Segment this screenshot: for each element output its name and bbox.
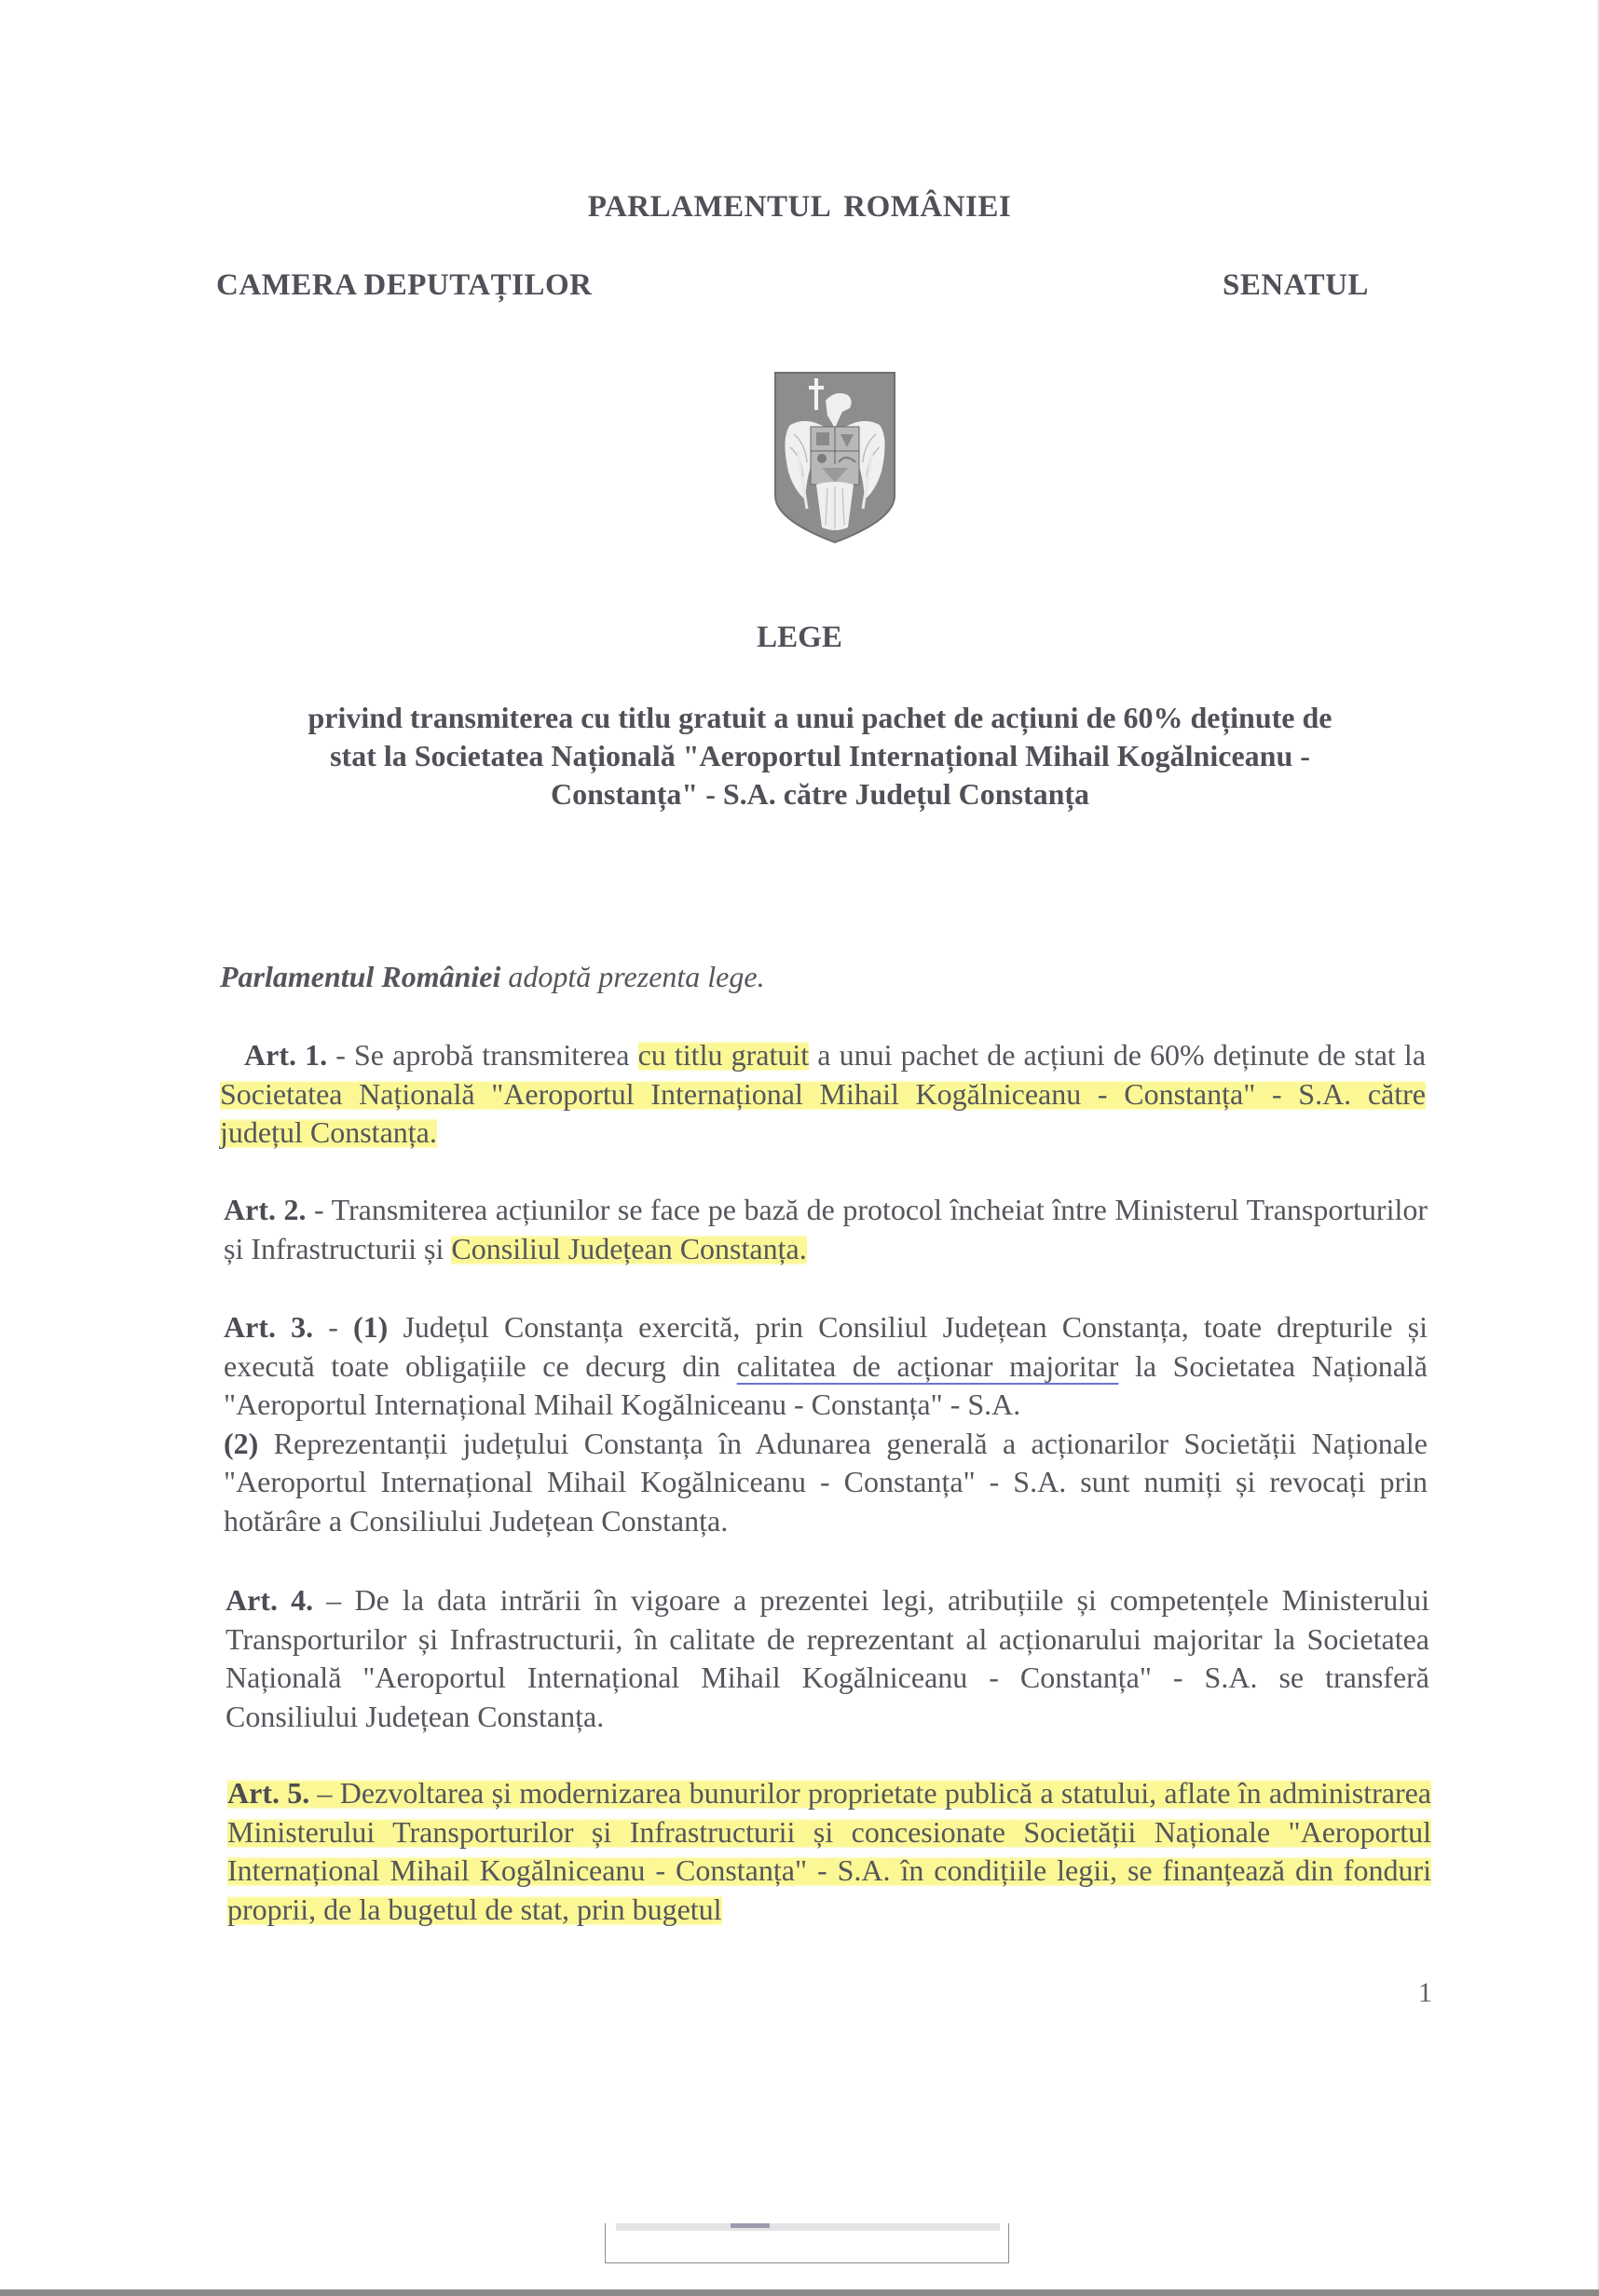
article-text: – De la data intrării în vigoare a prezentei legi, atribuțiile și competențele Ministerului Transporturilor și Infrastructurii, în calitate de reprezentant al acționarului majoritar la Societatea Națională "Aeroportul Internațional Mihail Kogălniceanu - Constanța" - S.A. se transferă Consiliului Județean Constanța. <box>226 1583 1430 1733</box>
footer-band <box>616 2223 1000 2231</box>
law-title-line: privind transmiterea cu titlu gratuit a unui pachet de acțiuni de 60% deținute de <box>308 701 1332 734</box>
article-text: - Transmiterea acțiunilor se face pe bază de protocol încheiat între Ministerul Transporturilor și Infrastructurii și <box>224 1193 1428 1265</box>
preamble <box>220 960 765 994</box>
law-title-line: Constanța" - S.A. către Județul Constanța <box>550 777 1090 811</box>
article-4 <box>226 1581 1429 1736</box>
footer-mark <box>731 2223 770 2228</box>
paragraph-number: (2) <box>224 1426 259 1460</box>
article-text: a unui pachet de acțiuni de 60% deținute de stat la <box>809 1038 1427 1072</box>
article-text: Reprezentanții județului Constanța în Adunarea generală a acționarilor Societății Naționale "Aeroportul Internațional Mihail Kogălniceanu - Constanța" - S.A. sunt numiți și revocați prin hotărâre a Consiliului Județean Constanța. <box>224 1426 1428 1538</box>
pen-underlined-text: calitatea de acționar majoritar <box>736 1348 1119 1383</box>
parliament-heading: PARLAMENTUL ROMÂNIEI <box>587 190 1012 224</box>
article-1 <box>220 1036 1426 1153</box>
highlighted-text: Societatea Națională "Aeroportul Internațional Mihail Kogălniceanu - Constanța" - S.A. către județul Constanța. <box>220 1076 1426 1149</box>
highlighted-text: – Dezvoltarea și modernizarea bunurilor proprietate publică a statului, aflate în administrarea Ministerului Transporturilor și Infrastructurii și concesionate Societății Naționale "Aeroportul Internațional Mihail Kogălniceanu - Constanța" - S.A. în condițiile legii, se finanțează din fonduri proprii, de la bugetul de stat, prin bugetul <box>227 1776 1432 1926</box>
article-label: Art. 1. <box>244 1038 328 1072</box>
law-title <box>233 699 1407 813</box>
article-label: Art. 2. <box>224 1193 307 1226</box>
senate-heading: SENATUL <box>1223 268 1369 302</box>
article-separator: - <box>313 1310 353 1344</box>
chamber-deputies-heading: CAMERA DEPUTAȚILOR <box>216 268 593 302</box>
article-label: Art. 3. <box>224 1310 314 1344</box>
article-text: - Se aprobă transmiterea <box>327 1038 638 1072</box>
article-paragraph-1 <box>224 1308 1428 1425</box>
article-text: Județul Constanța exercită, prin Consiliul Județean Constanța, toate drepturile și execută toate obligațiile ce decurg din <box>224 1310 1428 1383</box>
article-5 <box>227 1774 1431 1929</box>
scan-bottom-edge <box>0 2289 1599 2296</box>
article-text: la Societatea Națională "Aeroportul Internațional Mihail Kogălniceanu - Constanța" - S.A. <box>224 1348 1428 1421</box>
page-number: 1 <box>1418 1977 1432 2008</box>
law-title-line: stat la Societatea Națională "Aeroportul Internațional Mihail Kogălniceanu - <box>330 739 1310 772</box>
document-type-heading: LEGE <box>757 621 842 654</box>
article-label: Art. 4. <box>226 1583 314 1617</box>
article-paragraph-2 <box>224 1425 1428 1541</box>
preamble-text: adoptă prezenta lege. <box>500 960 765 993</box>
paragraph-number: (1) <box>353 1310 389 1344</box>
coat-of-arms-svg <box>770 369 900 546</box>
article-3 <box>224 1308 1428 1540</box>
preamble-subject: Parlamentul României <box>220 960 501 993</box>
romanian-coat-of-arms-icon <box>770 369 900 546</box>
highlighted-text: cu titlu gratuit <box>637 1038 810 1072</box>
article-2 <box>224 1191 1428 1268</box>
highlighted-text: Consiliul Județean Constanța. <box>451 1231 807 1265</box>
article-label: Art. 5. <box>227 1776 310 1810</box>
